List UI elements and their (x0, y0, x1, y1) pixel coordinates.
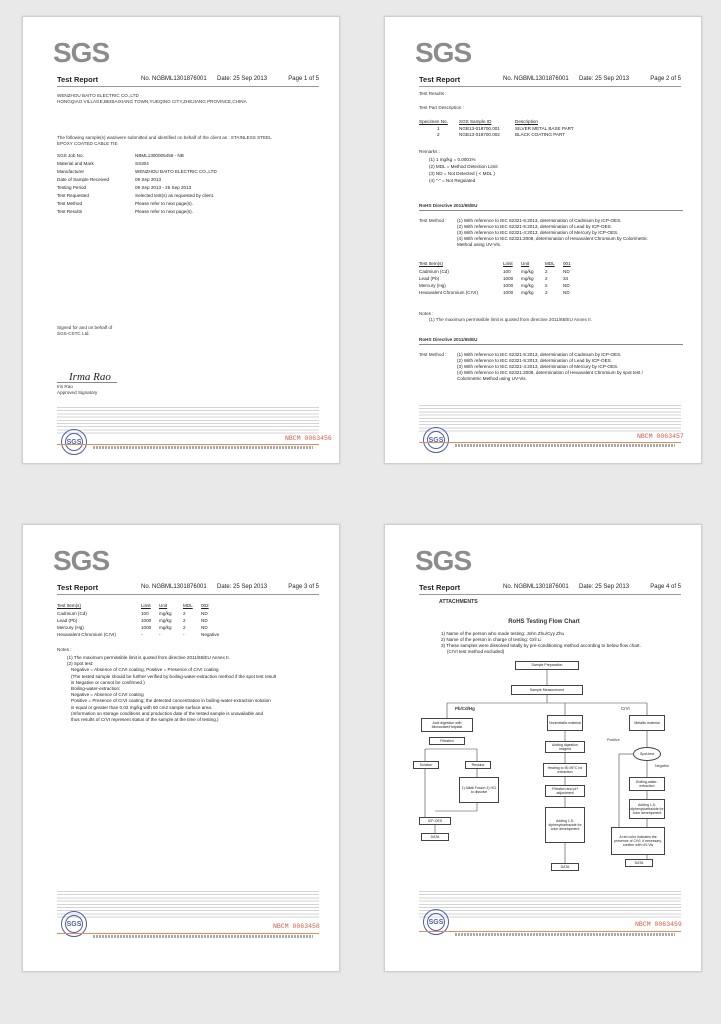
specimen-cell: 2 (437, 132, 440, 137)
table-cell: 2 (545, 269, 548, 274)
sgs-logo: SGS (53, 37, 110, 68)
table-cell: 2 (545, 290, 548, 295)
flow-chart-title: RoHS Testing Flow Chart (508, 619, 580, 625)
report-number: No. NGBML1301876001 (141, 76, 207, 82)
flow-data-1: DATA (421, 833, 449, 841)
table-cell: Hexavalent Chromium (CrVI) (419, 290, 478, 295)
table-cell: - (183, 632, 185, 637)
test-method-label: Test Method : (419, 218, 447, 223)
terms-text (419, 891, 681, 919)
table-cell: Cadmium (Cd) (419, 269, 449, 274)
flow-sample-measurement: Sample Measurement (511, 685, 583, 695)
flow-crvi: CrVI (621, 706, 630, 711)
flow-nonmetal: Nonmetallic material (547, 715, 583, 731)
flow-heating: Heating to 90-95°C for extraction (543, 763, 587, 777)
field-value: WENZHOU BAITO ELECTRIC CO.,LTD (135, 169, 217, 174)
field-label: Testing Period (57, 185, 87, 190)
report-page-4 (384, 524, 702, 972)
flow-metal: Metallic material (629, 715, 665, 731)
serial-number: NBCM 0063458 (273, 923, 320, 930)
page-number: Page 3 of 5 (288, 584, 319, 590)
test-results-label: Test Results : (419, 91, 447, 96)
report-date: Date: 25 Sep 2013 (217, 584, 268, 590)
table-cell: - (159, 632, 161, 637)
table-col-header: 002 (201, 603, 209, 608)
table-col-header: 001 (563, 261, 571, 266)
footer-rule (419, 931, 681, 932)
note-line: Negative = Absence of CrVI coating, Positive = Presence of CrVI coating (71, 667, 219, 673)
field-label: Test Method (57, 201, 83, 206)
method-line: (2) With reference to IEC 62321-5:2013, determination of Lead by ICP-OES. (457, 358, 612, 363)
flow-data-3: DATA (625, 859, 653, 867)
flow-data-2: DATA (551, 863, 579, 871)
terms-text (57, 891, 319, 919)
table-cell: mg/kg (521, 290, 534, 295)
report-header (57, 75, 319, 87)
specimen-cell: 1 (437, 126, 440, 131)
notes-label: Notes : (57, 647, 72, 652)
sgs-stamp: SGS (61, 429, 87, 455)
table-col-header: Limit (503, 261, 513, 266)
flow-solution: Solution (413, 761, 439, 769)
table-cell: Mercury (Hg) (57, 625, 84, 630)
table-col-header: Unit (521, 261, 530, 266)
signer-title: Approved Signatory (57, 390, 98, 395)
table-cell: ND (201, 611, 208, 616)
method-line: (3) With reference to IEC 62321-4:2013, determination of Mercury by ICP-OES. (457, 230, 619, 235)
table-cell: ND (563, 269, 570, 274)
table-col-header: Unit (159, 603, 168, 608)
sgs-stamp: SGS (423, 427, 449, 453)
note-line: Boiling-water-extraction: (71, 686, 121, 691)
serial-number: NBCM 0063456 (285, 435, 332, 442)
table-cell: 1000 (503, 276, 514, 281)
note-line: (Information on storage conditions and production date of the tested sample is unavailable and (71, 710, 264, 716)
table-cell: 2 (183, 618, 186, 623)
table-cell: ND (563, 290, 570, 295)
field-label: Test Results (57, 209, 83, 214)
field-label: SGS Job No. (57, 153, 84, 158)
remark-item: (4) "-" = Not Regulated (429, 178, 476, 183)
table-cell: 2 (183, 611, 186, 616)
flow-color-development: Adding 1,5-diphenylcarbazide for color development (545, 807, 585, 843)
field-label: Date of Sample Received (57, 177, 110, 182)
report-number: No. NGBML1301876001 (503, 584, 569, 590)
method-line: Method using UV-Vis. (457, 242, 502, 247)
table-cell: 100 (141, 611, 149, 616)
sgs-logo: SGS (415, 545, 472, 576)
table-cell: mg/kg (159, 611, 172, 616)
footer-rule (57, 933, 319, 934)
attachments-heading: ATTACHMENTS (439, 599, 478, 605)
specimen-cell: NGB13-018700.002 (459, 132, 500, 137)
table-cell: Hexavalent Chromium (CrVI) (57, 632, 116, 637)
company-name: WENZHOU BAITO ELECTRIC CO.,LTD (57, 93, 139, 98)
report-number: No. NGBML1301876001 (141, 584, 207, 590)
field-value: NBML1300005456 - NB (135, 153, 184, 158)
sgs-stamp: SGS (423, 909, 449, 935)
field-value: 09 Sep 2013 - 25 Sep 2013 (135, 185, 192, 190)
footer-address (455, 933, 675, 936)
field-value: Please refer to next page(s). (135, 209, 193, 214)
specimen-col-header: SGS Sample ID (459, 119, 492, 124)
signed-org: SGS-CSTC Ltd. (57, 331, 90, 336)
flow-intro-line: 1) Name of the person who made testing: John Zhu/Cyy Zhu (441, 631, 565, 636)
specimen-col-header: Description (515, 119, 538, 124)
table-cell: Cadmium (Cd) (57, 611, 87, 616)
table-col-header: MDL (183, 603, 193, 608)
note-1: (1) The maximum permissible limit is quoted from directive 2011/65/EU Annex II. (429, 317, 592, 322)
report-number: No. NGBML1301876001 (503, 76, 569, 82)
flow-acid-digestion: Acid digestion with Microwave/Hotplate (421, 718, 473, 732)
report-header (419, 75, 681, 87)
table-cell: mg/kg (521, 283, 534, 288)
table-cell: 2 (183, 625, 186, 630)
table-col-header: Test Item(s) (419, 261, 443, 266)
table-cell: 2 (545, 283, 548, 288)
table-col-header: Limit (141, 603, 151, 608)
note-line: Positive = Presence of CrVI coating; the detected concentration in boiling-water-extraction solution (71, 698, 271, 704)
method-line: (4) With reference to IEC 62321:2008, determination of Hexavalent Chromium by Colorimetric (457, 236, 648, 241)
flow-positive: Positive (607, 738, 620, 742)
serial-number: NBCM 0063459 (635, 921, 682, 928)
specimen-col-header: Specimen No. (419, 119, 448, 124)
report-date: Date: 25 Sep 2013 (217, 76, 268, 82)
signature-line (57, 382, 117, 383)
footer-rule (419, 442, 681, 443)
report-title: Test Report (419, 75, 461, 84)
table-cell: mg/kg (159, 618, 172, 623)
specimen-cell: SILVER METAL BASE PART (515, 126, 574, 131)
flow-icp-oes: ICP-OES (419, 817, 451, 825)
flow-adding-15-dpc: Adding 1,5-diphenylcarbazide for color development (629, 799, 665, 819)
terms-text (57, 407, 319, 435)
report-header (57, 583, 319, 595)
remarks-label: Remarks : (419, 149, 440, 154)
report-date: Date: 25 Sep 2013 (579, 584, 630, 590)
report-title: Test Report (57, 583, 99, 592)
signed-for: Signed for and on behalf of (57, 325, 113, 330)
divider (419, 344, 683, 345)
field-label: Test Requested (57, 193, 89, 198)
footer-address (455, 444, 675, 447)
serial-number: NBCM 0063457 (637, 433, 684, 440)
note-line: is Negative or cannot be confirmed.) (71, 679, 145, 685)
method-line: (1) With reference to IEC 62321-5:2013, determination of Cadmium by ICP-OES. (457, 352, 622, 357)
note-line: Negative = Absence of CrVI coating (71, 692, 144, 698)
report-page-3 (22, 524, 340, 972)
sgs-logo: SGS (415, 37, 472, 68)
sgs-logo: SGS (53, 545, 110, 576)
signature: Irma Rao (69, 371, 111, 383)
table-cell: ND (201, 618, 208, 623)
notes-label: Notes : (419, 311, 434, 316)
signer-name: Iris Rao (57, 384, 73, 389)
method-line: (4) With reference to IEC 62321:2008, determination of Hexavalent Chromium by spot test / (457, 370, 643, 375)
flow-red-color-note: A red color indicates the presence of CrVI, if necessary, confirm with UV-Vis (611, 827, 665, 855)
footer-rule (57, 444, 319, 445)
footer-address (93, 446, 313, 449)
flow-filtration-ph: Filtration and pH adjustment (545, 785, 585, 797)
page-number: Page 2 of 5 (650, 76, 681, 82)
table-cell: 1000 (503, 283, 514, 288)
table-cell: 1000 (141, 618, 152, 623)
part-desc-label: Test Part Description : (419, 105, 464, 110)
table-cell: mg/kg (159, 625, 172, 630)
rohs-heading: RoHS Directive 2011/65/EU (419, 203, 478, 208)
method-line: (3) With reference to IEC 62321-4:2013, determination of Mercury by ICP-OES. (457, 364, 619, 369)
sgs-stamp: SGS (61, 911, 87, 937)
terms-text (419, 405, 681, 433)
flow-intro-line: (CrVI test method excluded) (447, 649, 505, 654)
test-method-label-2: Test Method : (419, 352, 447, 357)
table-cell: mg/kg (521, 269, 534, 274)
table-cell: ND (201, 625, 208, 630)
report-date: Date: 25 Sep 2013 (579, 76, 630, 82)
table-cell: Mercury (Hg) (419, 283, 446, 288)
note-line: (2) Spot test: (67, 661, 94, 667)
specimen-cell: BLACK COATING PART (515, 132, 566, 137)
table-cell: 2 (545, 276, 548, 281)
table-cell: 34 (563, 276, 569, 281)
intro-line: The following sample(s) was/were submitted and identified on behalf of the client as : STAINLESS STEEL (57, 135, 272, 140)
company-address: HONGQIAO VILLAGE,BEIBAIXIANG TOWN,YUEQING CITY,ZHEJIANG PROVINCE,CHINA (57, 99, 247, 104)
table-col-header: MDL (545, 261, 555, 266)
page-number: Page 4 of 5 (650, 584, 681, 590)
flow-residue: Residue (465, 761, 491, 769)
flow-filtration: Filtration (429, 737, 465, 745)
note-line: (1) The maximum permissible limit is quoted from directive 2011/65/EU Annex II. (67, 655, 230, 660)
field-value: Selected test(s) as requested by client. (135, 193, 215, 198)
remark-item: (2) MDL = Method Detection Limit (429, 164, 498, 169)
field-value: 09 Sep 2013 (135, 177, 162, 182)
rohs-heading-2: RoHS Directive 2011/65/EU (419, 337, 478, 342)
table-cell: 1000 (503, 290, 514, 295)
table-cell: Negative (201, 632, 220, 637)
report-title: Test Report (419, 583, 461, 592)
field-label: Material and Mark (57, 161, 94, 166)
table-cell: mg/kg (521, 276, 534, 281)
table-cell: 100 (503, 269, 511, 274)
flow-negative: Negative (655, 764, 670, 768)
flow-alkali-fusion: 1) Alkali Fusion 2) HCl to dissolve (459, 777, 499, 803)
field-label: Manufacturer (57, 169, 85, 174)
flow-boiling-water: Boiling-water-extraction (629, 777, 665, 791)
remark-item: (1) 1 mg/kg = 0.0001% (429, 157, 476, 162)
flow-intro-line: 3) These samples were dissolved totally by pre-conditioning method according to below flow chart. (441, 643, 641, 648)
page-number: Page 1 of 5 (288, 76, 319, 82)
table-cell: ND (563, 283, 570, 288)
flow-adding-reagent: Adding digestion reagent (545, 741, 585, 753)
method-line: (2) With reference to IEC 62321-5:2013, determination of Lead by ICP-OES. (457, 224, 612, 229)
method-line: Colorimetric Method using UV-Vis. (457, 376, 527, 381)
flow-intro-line: 2) Name of the person in charge of testing: Gril Li (441, 637, 542, 642)
table-cell: Lead (Pb) (57, 618, 78, 623)
note-line: is equal or greater than 0.02 mg/kg with 50 cm2 sample surface area. (71, 704, 213, 710)
table-cell: 1000 (141, 625, 152, 630)
report-page-1 (22, 16, 340, 464)
note-line: (The tested sample should be further verified by boiling-water-extraction method if the spot test result (71, 673, 277, 679)
specimen-cell: NGB13-018700.001 (459, 126, 500, 131)
flow-spot-test: Spot-test (633, 747, 661, 761)
flow-sample-preparation: Sample Preparation (515, 661, 579, 670)
report-page-2 (384, 16, 702, 464)
flow-pbcdhg: Pb/Cd/Hg (455, 706, 475, 711)
field-value: SS304 (135, 161, 149, 166)
divider (419, 210, 683, 211)
report-title: Test Report (57, 75, 99, 84)
method-line: (1) With reference to IEC 62321-5:2013, determination of Cadmium by ICP-OES. (457, 218, 622, 223)
table-cell: - (141, 632, 143, 637)
table-col-header: Test Item(s) (57, 603, 81, 608)
intro-line-2: EPOXY COATED CABLE TIE (57, 141, 118, 146)
table-cell: Lead (Pb) (419, 276, 440, 281)
note-line: thus results of CrVI represent status of the sample at the time of testing.) (71, 717, 219, 722)
remark-item: (3) ND = Not Detected ( < MDL ) (429, 171, 495, 176)
footer-address (93, 935, 313, 938)
field-value: Please refer to next page(s). (135, 201, 193, 206)
